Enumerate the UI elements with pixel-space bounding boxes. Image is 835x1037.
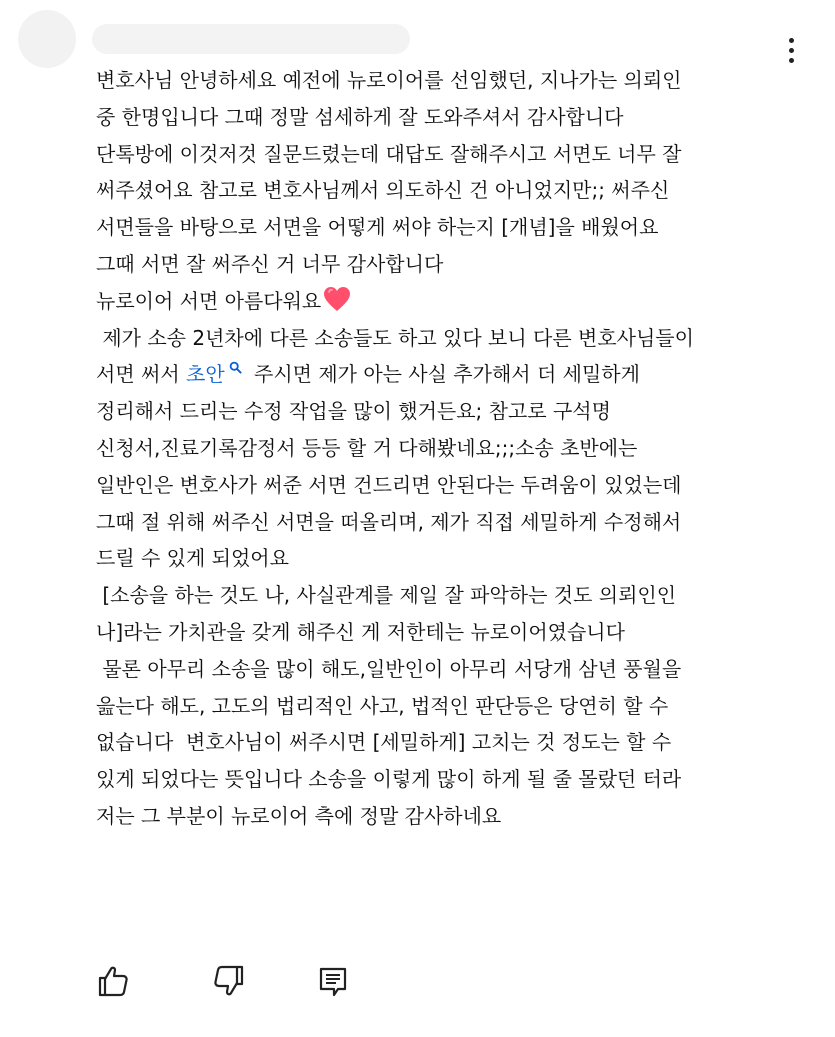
comment-actions [96,964,396,1004]
comment-line: 제가 소송 2년차에 다른 소송들도 하고 있다 보니 다른 변호사님들이 [96,325,694,350]
comment-line-text: 주시면 제가 아는 사실 추가해서 더 세밀하게 [247,362,640,387]
comment-line: 써주셨어요 참고로 변호사님께서 의도하신 건 아니었지만;; 써주신 [96,178,670,203]
comment-line-with-heart [96,283,796,320]
comment-body [96,62,796,835]
like-button[interactable] [96,964,132,1000]
comment-line-text: 뉴로이어 서면 아름다워요 [96,288,322,313]
search-icon[interactable] [229,361,242,374]
reply-button[interactable] [316,964,352,1000]
avatar[interactable] [18,10,76,68]
comment-line: 신청서,진료기록감정서 등등 할 거 다해봤네요;;;소송 초반에는 [96,435,638,460]
comment-line: 중 한명입니다 그때 정말 섬세하게 잘 도와주셔서 감사합니다 [96,104,624,129]
search-link-draft[interactable]: 초안 [186,362,225,387]
author-name-redacted [92,24,410,54]
comment-line: 나]라는 가치관을 갖게 해주신 게 저한테는 뉴로이어였습니다 [96,619,625,644]
comment-line: 그때 서면 잘 써주신 거 너무 감사합니다 [96,251,444,276]
dislike-button[interactable] [212,964,248,1000]
comment-line: [소송을 하는 것도 나, 사실관계를 제일 잘 파악하는 것도 의뢰인인 [96,583,677,608]
comment-line: 변호사님 안녕하세요 예전에 뉴로이어를 선임했던, 지나가는 의뢰인 [96,68,682,92]
comment-line: 읊는다 해도, 고도의 법리적인 사고, 법적인 판단등은 당연히 할 수 [96,693,669,718]
comment-line: 정리해서 드리는 수정 작업을 많이 했거든요; 참고로 구석명 [96,399,611,424]
comment-line: 단톡방에 이것저것 질문드렸는데 대답도 잘해주시고 서면도 너무 잘 [96,141,682,166]
comment-icon [316,964,350,998]
comment-line: 물론 아무리 소송을 많이 해도,일반인이 아무리 서당개 삼년 풍월을 [96,656,682,681]
comment-line: 있게 되었다는 뜻입니다 소송을 이렇게 많이 하게 될 줄 몰랐던 터라 [96,767,682,792]
comment-line: 일반인은 변호사가 써준 서면 건드리면 안된다는 두려움이 있었는데 [96,472,682,497]
comment-line: 저는 그 부분이 뉴로이어 측에 정말 감사하네요 [96,803,502,828]
comment-header [0,0,835,62]
comment-line: 없습니다 변호사님이 써주시면 [세밀하게] 고치는 것 정도는 할 수 [96,730,672,755]
comment-line-text: 서면 써서 [96,362,186,387]
thumb-down-icon [212,964,246,998]
heart-icon [323,286,351,324]
thumb-up-icon [96,964,130,998]
comment-line: 서면들을 바탕으로 서면을 어떻게 써야 하는지 [개념]을 배웠어요 [96,215,659,240]
comment-line: 그때 절 위해 써주신 서면을 떠올리며, 제가 직접 세밀하게 수정해서 [96,509,682,534]
comment-line-with-link [96,356,796,393]
comment-line: 드릴 수 있게 되었어요 [96,546,289,571]
